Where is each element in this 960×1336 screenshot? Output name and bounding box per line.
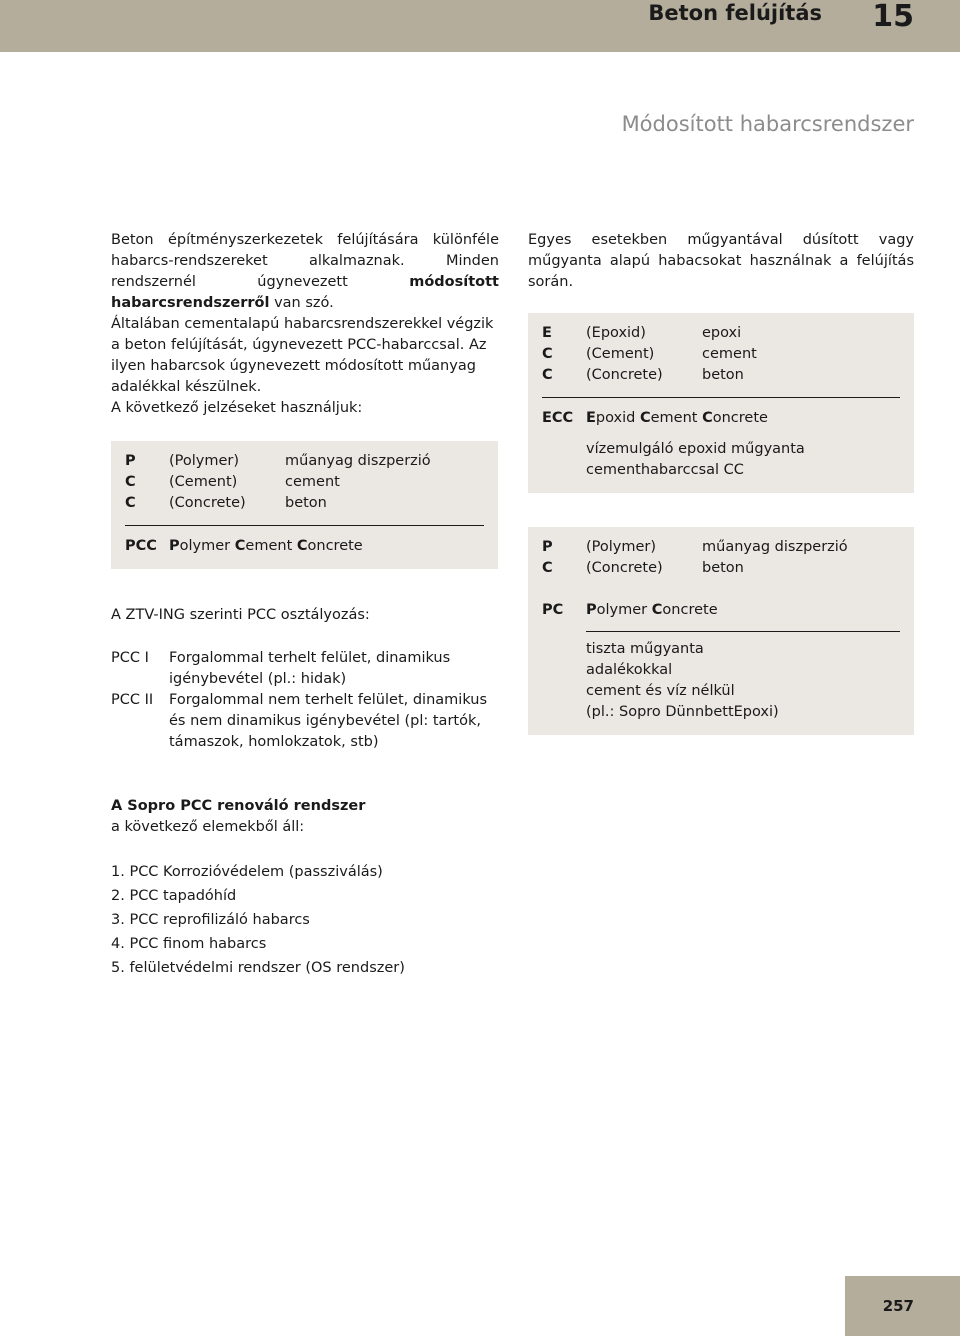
abbr-row <box>542 344 900 365</box>
pc-abbreviation-box <box>528 527 914 735</box>
renovation-system-section <box>111 796 511 982</box>
pcc-class-code: PCC II <box>111 692 154 708</box>
classification-heading: A ZTV-ING szerinti PCC osztályozás: <box>111 607 370 623</box>
abbr-code: PCC <box>125 538 157 554</box>
abbr-meaning: műanyag diszperzió <box>702 539 848 555</box>
abbr-meaning: epoxi <box>702 325 742 341</box>
intro-text: Beton építményszerkezetek felújítására különféle habarcs-rendszereket alkalmaznak. Minden rendszernél úgynevezett <box>111 232 499 290</box>
abbr-summary <box>542 408 900 429</box>
list-item: 2. PCC tapadóhíd <box>111 888 237 904</box>
abbr-english: (Concrete) <box>169 495 246 511</box>
abbr-letter: E <box>542 325 552 341</box>
abbr-english: (Epoxid) <box>586 325 646 341</box>
pcc-class-text: Forgalommal terhelt felület, dinamikus igénybevétel (pl.: hidak) <box>169 650 451 687</box>
abbr-english: (Cement) <box>169 474 238 490</box>
system-subtitle: a következő elemekből áll: <box>111 819 305 835</box>
abbr-meaning: beton <box>702 560 744 576</box>
abbr-meaning: cement <box>702 346 757 362</box>
abbr-row <box>542 323 900 344</box>
abbr-english: (Concrete) <box>586 560 663 576</box>
abbr-row <box>542 365 900 386</box>
abbr-row <box>125 493 484 514</box>
abbr-english: (Polymer) <box>169 453 240 469</box>
abbr-letter: C <box>542 367 553 383</box>
abbr-letter: P <box>125 453 136 469</box>
abbr-meaning: műanyag diszperzió <box>285 453 431 469</box>
page-number: 257 <box>882 1297 914 1315</box>
abbr-code: PC <box>542 602 564 618</box>
abbr-letter: C <box>542 560 553 576</box>
intro-bold-term: módosított habarcsrendszerről <box>111 274 499 311</box>
description-line: adalékokkal <box>586 662 673 678</box>
list-item: 1. PCC Korrozióvédelem (passziválás) <box>111 864 383 880</box>
abbr-expansion: Polymer Concrete <box>586 602 718 618</box>
abbr-english: (Polymer) <box>586 539 657 555</box>
pcc-class-text: Forgalommal nem terhelt felület, dinamikus és nem dinamikus igénybevétel (pl: tartók, támaszok, homlokzatok, stb) <box>169 692 488 750</box>
pcc-abbreviation-box <box>111 441 498 569</box>
abbr-description <box>586 631 900 723</box>
list-item: 3. PCC reprofilizáló habarcs <box>111 912 310 928</box>
chapter-number: 15 <box>872 0 914 34</box>
abbr-row <box>125 472 484 493</box>
abbr-meaning: beton <box>285 495 327 511</box>
intro-text-end: van szó. <box>269 295 334 311</box>
system-title: A Sopro PCC renováló rendszer <box>111 798 366 814</box>
abbr-row <box>542 537 900 558</box>
abbr-row <box>542 558 900 579</box>
description-line: vízemulgáló epoxid műgyanta <box>586 441 805 457</box>
abbr-expansion: Epoxid Cement Concrete <box>586 410 768 426</box>
right-column <box>528 230 914 735</box>
pcc-class-row <box>111 648 499 690</box>
description-line: cement és víz nélkül <box>586 683 735 699</box>
abbr-meaning: cement <box>285 474 340 490</box>
right-intro: Egyes esetekben műgyantával dúsított vagy műgyanta alapú habacsokat használnak a felújítás során. <box>528 232 914 290</box>
intro-paragraph-2: Általában cementalapú habarcsrendszerekkel végzik a beton felújítását, úgynevezett PCC-habarccsal. Az ilyen habarcsok úgynevezett módosított műanyag adalékkal készülnek. <box>111 316 494 395</box>
abbr-english: (Cement) <box>586 346 655 362</box>
symbols-heading: A következő jelzéseket használjuk: <box>111 400 363 416</box>
abbr-row <box>125 451 484 472</box>
abbr-summary <box>125 536 484 557</box>
abbr-letter: C <box>542 346 553 362</box>
pcc-classes <box>111 648 499 753</box>
abbr-expansion: Polymer Cement Concrete <box>169 538 363 554</box>
abbr-description <box>586 439 900 481</box>
system-list <box>111 862 511 982</box>
abbr-divider <box>542 397 900 398</box>
abbr-letter: C <box>125 495 136 511</box>
intro-paragraph-1 <box>111 230 499 314</box>
list-item: 5. felületvédelmi rendszer (OS rendszer) <box>111 960 405 976</box>
description-line: tiszta műgyanta <box>586 641 704 657</box>
pcc-class-code: PCC I <box>111 650 149 666</box>
left-column <box>111 230 499 753</box>
abbr-code: ECC <box>542 410 574 426</box>
header-title: Beton felújítás <box>648 1 822 25</box>
abbr-english: (Concrete) <box>586 367 663 383</box>
list-item: 4. PCC finom habarcs <box>111 936 267 952</box>
abbr-summary <box>542 600 900 621</box>
pcc-class-row <box>111 690 499 753</box>
abbr-divider <box>125 525 484 526</box>
abbr-letter: C <box>125 474 136 490</box>
abbr-meaning: beton <box>702 367 744 383</box>
ecc-abbreviation-box <box>528 313 914 493</box>
abbr-letter: P <box>542 539 553 555</box>
description-line: (pl.: Sopro DünnbettEpoxi) <box>586 704 779 720</box>
section-title: Módosított habarcsrendszer <box>621 112 914 136</box>
description-line: cementhabarccsal CC <box>586 462 744 478</box>
